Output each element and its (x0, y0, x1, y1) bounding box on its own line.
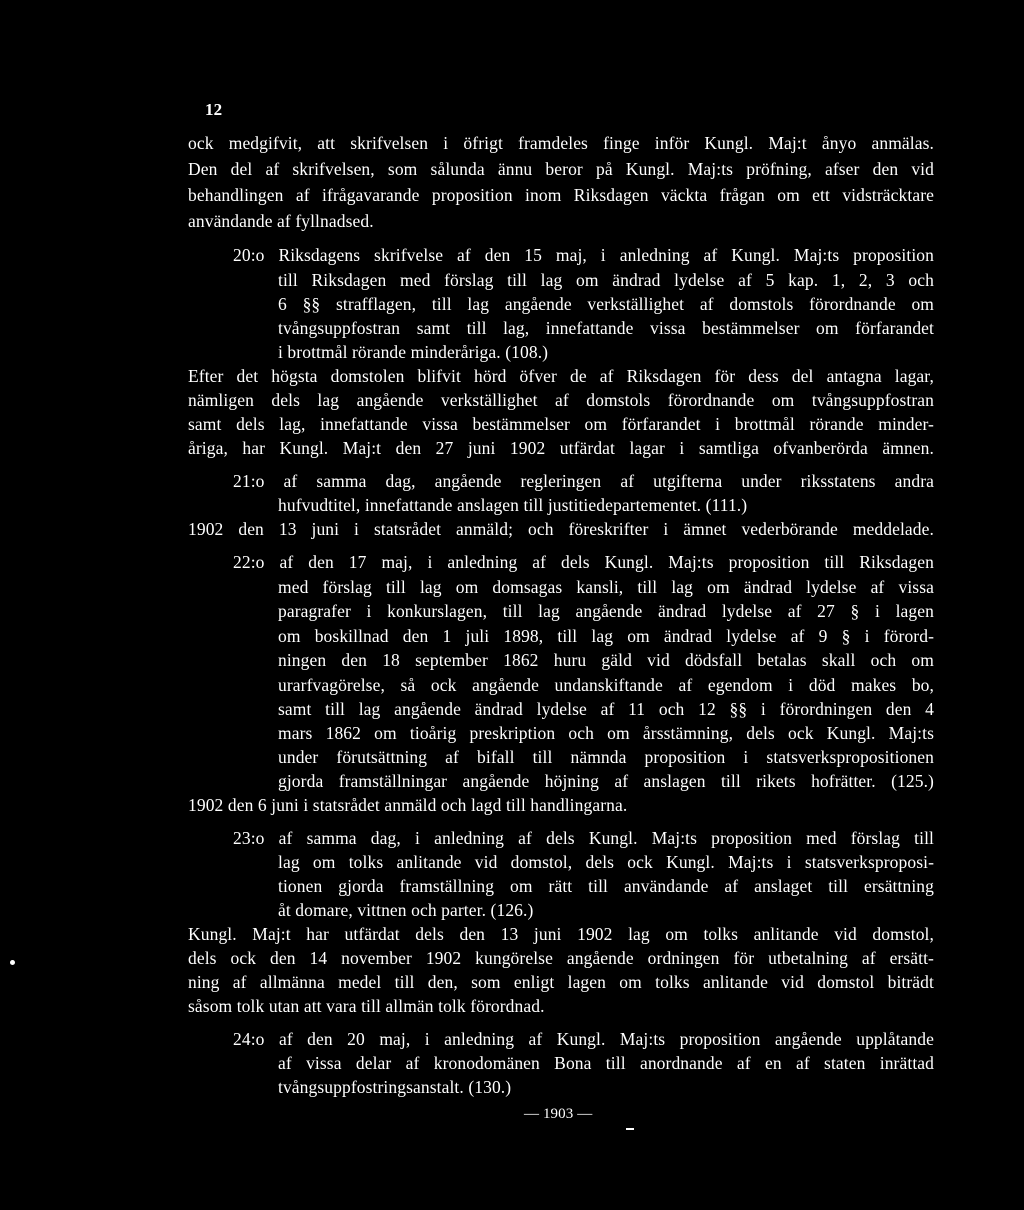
text-line: tvångsuppfostran samt till lag, innefattande vissa bestämmelser om förfarandet (278, 318, 934, 338)
text-line: behandlingen af ifrågavarande proposition inom Riksdagen väckta frågan om ett vidsträcktare (188, 185, 934, 205)
text-line: tvångsuppfostringsanstalt. (130.) (278, 1077, 512, 1097)
text-line: ning af allmänna medel till den, som enligt lagen om tolks anlitande vid domstol biträdt (188, 972, 934, 992)
text-line: användande af fyllnadsed. (188, 211, 374, 231)
text-line: tionen gjorda framställning om rätt till användande af anslaget till ersättning (278, 876, 934, 896)
text-line: 1902 den 6 juni i statsrådet anmäld och lagd till handlingarna. (188, 795, 628, 815)
text-line: Den del af skrifvelsen, som sålunda ännu beror på Kungl. Maj:ts pröfning, afser den vid (188, 159, 934, 179)
text-line: om boskillnad den 1 juli 1898, till lag om ändrad lydelse af 9 § i förord- (278, 626, 934, 646)
scan-speck (10, 960, 15, 965)
page-number: 12 (205, 100, 223, 119)
text-line: till Riksdagen med förslag till lag om ändrad lydelse af 5 kap. 1, 2, 3 och (278, 270, 934, 290)
text-line: urarfvagörelse, så ock angående undanskiftande af egendom i död makes bo, (278, 675, 934, 695)
item-21-heading: 21:o af samma dag, angående regleringen af utgifterna under riksstatens andra (233, 471, 934, 491)
text-line: mars 1862 om tioårig preskription och om årsstämning, dels ock Kungl. Maj:ts (278, 723, 934, 743)
text-line: gjorda framställningar angående höjning af anslagen till rikets hofrätter. (125.) (278, 771, 934, 791)
item-23-heading: 23:o af samma dag, i anledning af dels Kungl. Maj:ts proposition med förslag till (233, 828, 934, 848)
text-line: paragrafer i konkurslagen, till lag angående ändrad lydelse af 27 § i lagen (278, 601, 934, 621)
item-22-heading: 22:o af den 17 maj, i anledning af dels Kungl. Maj:ts proposition till Riksdagen (233, 552, 934, 572)
text-line: Kungl. Maj:t har utfärdat dels den 13 juni 1902 lag om tolks anlitande vid domstol, (188, 924, 934, 944)
text-line: af vissa delar af kronodomänen Bona till anordnande af en af staten inrättad (278, 1053, 934, 1073)
text-line: nämligen dels lag angående verkställighet af domstols förordnande om tvångsuppfostran (188, 390, 934, 410)
text-line: under förutsättning af bifall till nämnda proposition i statsverkspropositionen (278, 747, 934, 767)
text-line: 1902 den 13 juni i statsrådet anmäld; och föreskrifter i ämnet vederbörande meddelade. (188, 519, 934, 539)
text-line: samt till lag angående ändrad lydelse af 11 och 12 §§ i förordningen den 4 (278, 699, 934, 719)
scan-speck (626, 1128, 634, 1130)
text-line: 6 §§ strafflagen, till lag angående verkställighet af domstols förordnande om (278, 294, 934, 314)
item-20-heading: 20:o Riksdagens skrifvelse af den 15 maj, i anledning af Kungl. Maj:ts proposition (233, 245, 934, 265)
item-24-heading: 24:o af den 20 maj, i anledning af Kungl. Maj:ts proposition angående upplåtande (233, 1029, 934, 1049)
text-line: dels ock den 14 november 1902 kungörelse angående ordningen för utbetalning af ersätt- (188, 948, 934, 968)
text-line: ningen den 18 september 1862 huru gäld vid dödsfall betalas skall och om (278, 650, 934, 670)
text-line: åt domare, vittnen och parter. (126.) (278, 900, 534, 920)
text-line: hufvudtitel, innefattande anslagen till justitiedepartementet. (111.) (278, 495, 748, 515)
text-line: lag om tolks anlitande vid domstol, dels ock Kungl. Maj:ts i statsverksproposi- (278, 852, 934, 872)
footer-year: — 1903 — (524, 1106, 593, 1122)
text-line: samt dels lag, innefattande vissa bestämmelser om förfarandet i brottmål rörande minder- (188, 414, 934, 434)
text-line: med förslag till lag om domsagas kansli, till lag om ändrad lydelse af vissa (278, 577, 934, 597)
text-line: ock medgifvit, att skrifvelsen i öfrigt framdeles finge inför Kungl. Maj:t ånyo anmälas. (188, 133, 934, 153)
text-line: åriga, har Kungl. Maj:t den 27 juni 1902 utfärdat lagar i samtliga ofvanberörda ämnen. (188, 438, 934, 458)
text-line: i brottmål rörande minderåriga. (108.) (278, 342, 549, 362)
text-line: Efter det högsta domstolen blifvit hörd öfver de af Riksdagen för dess del antagna lagar, (188, 366, 934, 386)
text-line: såsom tolk utan att vara till allmän tolk förordnad. (188, 996, 545, 1016)
